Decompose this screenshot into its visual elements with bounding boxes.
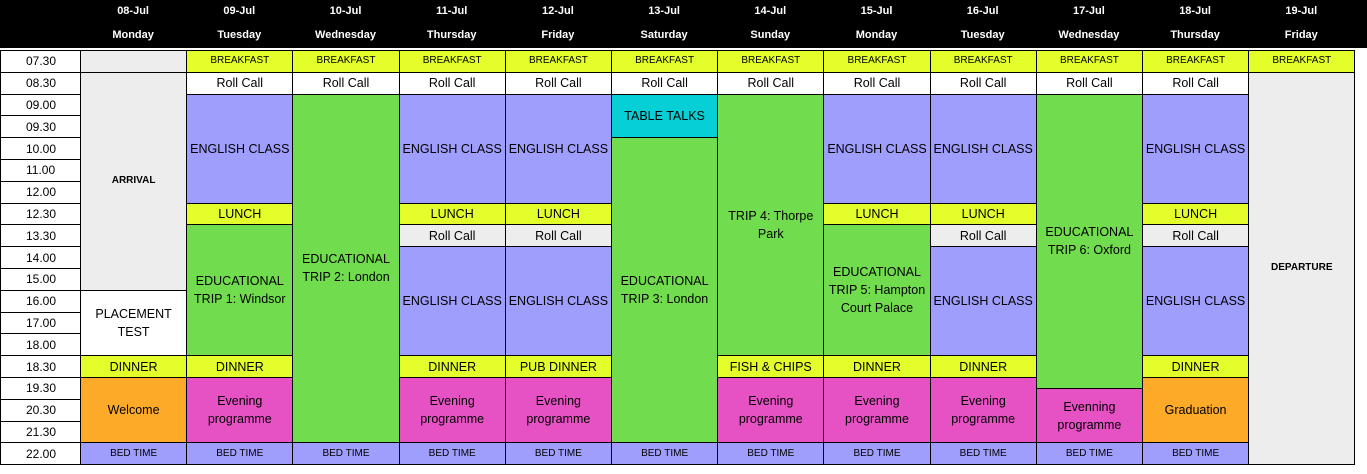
time-label: 12.30 xyxy=(0,203,81,226)
event-cell: BREAKFAST xyxy=(1036,50,1143,73)
header-date: 15-Jul xyxy=(860,5,893,17)
event-cell: ENGLISH CLASS xyxy=(823,94,930,204)
event-cell: EDUCATIONAL TRIP 3: London xyxy=(611,137,718,443)
event-cell: Roll Call xyxy=(399,224,506,247)
event-cell: Roll Call xyxy=(1142,224,1249,247)
time-label: 19.30 xyxy=(0,377,81,400)
event-cell: ENGLISH CLASS xyxy=(399,94,506,204)
time-label: 20.30 xyxy=(0,399,81,422)
header-date: 11-Jul xyxy=(436,5,468,17)
event-cell: Roll Call xyxy=(292,72,399,95)
header-weekday: Friday xyxy=(1284,29,1318,41)
header-date: 09-Jul xyxy=(223,5,256,17)
event-cell: ENGLISH CLASS xyxy=(505,94,612,204)
header-date: 08-Jul xyxy=(117,5,149,17)
time-label: 09.30 xyxy=(0,115,81,138)
event-cell: Roll Call xyxy=(823,72,930,95)
time-label: 18.00 xyxy=(0,333,81,356)
header-date: 17-Jul xyxy=(1072,5,1105,17)
event-cell: Evening programme xyxy=(930,377,1037,443)
time-label: 18.30 xyxy=(0,355,81,378)
event-cell: BED TIME xyxy=(80,442,187,465)
header-weekday: Wednesday xyxy=(1058,29,1120,41)
event-cell: DINNER xyxy=(1142,355,1249,378)
event-cell: BED TIME xyxy=(823,442,930,465)
event-cell: Welcome xyxy=(80,377,187,443)
time-label: 16.00 xyxy=(0,290,81,313)
event-cell: TRIP 4: Thorpe Park xyxy=(717,94,824,357)
event-cell: LUNCH xyxy=(186,203,293,226)
event-cell xyxy=(80,50,187,73)
header-date: 13-Jul xyxy=(648,5,680,17)
event-cell: Evening programme xyxy=(823,377,930,443)
event-cell: DINNER xyxy=(80,355,187,378)
header-weekday: Friday xyxy=(541,29,575,41)
event-cell: ENGLISH CLASS xyxy=(1142,246,1249,356)
event-cell: BED TIME xyxy=(930,442,1037,465)
time-label: 10.00 xyxy=(0,137,81,160)
event-cell: DINNER xyxy=(823,355,930,378)
event-cell: ENGLISH CLASS xyxy=(505,246,612,356)
event-cell: BREAKFAST xyxy=(717,50,824,73)
event-cell: EDUCATIONAL TRIP 5: Hampton Court Palace xyxy=(823,224,930,356)
header-date: 10-Jul xyxy=(329,5,362,17)
header-date: 19-Jul xyxy=(1285,5,1318,17)
event-cell: Roll Call xyxy=(186,72,293,95)
header-weekday: Thursday xyxy=(426,29,477,41)
event-cell: BREAKFAST xyxy=(1248,50,1355,73)
header-weekday: Monday xyxy=(855,29,898,41)
event-cell: BED TIME xyxy=(186,442,293,465)
event-cell: LUNCH xyxy=(1142,203,1249,226)
header-date: 14-Jul xyxy=(754,5,787,17)
event-cell: Graduation xyxy=(1142,377,1249,443)
event-cell: BREAKFAST xyxy=(930,50,1037,73)
event-cell: BREAKFAST xyxy=(292,50,399,73)
event-cell: BED TIME xyxy=(611,442,718,465)
event-cell: ARRIVAL xyxy=(80,72,187,291)
event-cell: Roll Call xyxy=(930,224,1037,247)
event-cell: ENGLISH CLASS xyxy=(930,94,1037,204)
event-cell: ENGLISH CLASS xyxy=(1142,94,1249,204)
event-cell: DINNER xyxy=(399,355,506,378)
event-cell: BREAKFAST xyxy=(399,50,506,73)
time-label: 08.30 xyxy=(0,72,81,95)
event-cell: Roll Call xyxy=(611,72,718,95)
event-cell: ENGLISH CLASS xyxy=(399,246,506,356)
header-weekday: Monday xyxy=(112,29,154,41)
event-cell: Evening programme xyxy=(717,377,824,443)
event-cell: Roll Call xyxy=(505,224,612,247)
time-label: 17.00 xyxy=(0,312,81,335)
time-label: 14.00 xyxy=(0,246,81,269)
event-cell: LUNCH xyxy=(823,203,930,226)
event-cell: EDUCATIONAL TRIP 6: Oxford xyxy=(1036,94,1143,389)
header-weekday: Thursday xyxy=(1170,29,1220,41)
time-label: 15.00 xyxy=(0,268,81,291)
event-cell: ENGLISH CLASS xyxy=(186,94,293,204)
event-cell: BREAKFAST xyxy=(611,50,718,73)
event-cell: BED TIME xyxy=(292,442,399,465)
event-cell: Evenning programme xyxy=(1036,388,1143,444)
event-cell: Evening programme xyxy=(505,377,612,443)
event-cell: BREAKFAST xyxy=(823,50,930,73)
time-label: 12.00 xyxy=(0,181,81,204)
time-label: 21.30 xyxy=(0,421,81,444)
header-date: 16-Jul xyxy=(966,5,999,17)
header-date: 12-Jul xyxy=(541,5,574,17)
event-cell: BED TIME xyxy=(399,442,506,465)
event-cell: TABLE TALKS xyxy=(611,94,718,139)
event-cell: Evening programme xyxy=(399,377,506,443)
event-cell: BED TIME xyxy=(1142,442,1249,465)
event-cell: DINNER xyxy=(930,355,1037,378)
header-weekday: Sunday xyxy=(750,29,791,41)
event-cell: LUNCH xyxy=(505,203,612,226)
header-date: 18-Jul xyxy=(1179,5,1211,17)
event-cell: Roll Call xyxy=(1036,72,1143,95)
event-cell: DINNER xyxy=(186,355,293,378)
event-cell: BED TIME xyxy=(717,442,824,465)
event-cell: EDUCATIONAL TRIP 2: London xyxy=(292,94,399,444)
time-label: 13.30 xyxy=(0,224,81,247)
event-cell: FISH & CHIPS xyxy=(717,355,824,378)
event-cell: BREAKFAST xyxy=(186,50,293,73)
event-cell: PLACEMENT TEST xyxy=(80,290,187,356)
event-cell: Roll Call xyxy=(399,72,506,95)
event-cell: Roll Call xyxy=(505,72,612,95)
event-cell: ENGLISH CLASS xyxy=(930,246,1037,356)
event-cell: Evening programme xyxy=(186,377,293,443)
event-cell: PUB DINNER xyxy=(505,355,612,378)
event-cell: LUNCH xyxy=(930,203,1037,226)
header-weekday: Tuesday xyxy=(960,29,1005,41)
event-cell: LUNCH xyxy=(399,203,506,226)
event-cell: EDUCATIONAL TRIP 1: Windsor xyxy=(186,224,293,356)
time-label: 07.30 xyxy=(0,50,81,73)
time-label: 09.00 xyxy=(0,94,81,117)
event-cell: Roll Call xyxy=(717,72,824,95)
event-cell: BED TIME xyxy=(505,442,612,465)
time-label: 22.00 xyxy=(0,442,81,465)
event-cell: BREAKFAST xyxy=(1142,50,1249,73)
time-label: 11.00 xyxy=(0,159,81,182)
event-cell: Roll Call xyxy=(930,72,1037,95)
event-cell: DEPARTURE xyxy=(1248,72,1355,465)
header-weekday: Tuesday xyxy=(217,29,262,41)
header-weekday: Saturday xyxy=(640,29,688,41)
event-cell: BED TIME xyxy=(1036,442,1143,465)
event-cell: BREAKFAST xyxy=(505,50,612,73)
event-cell: Roll Call xyxy=(1142,72,1249,95)
header-weekday: Wednesday xyxy=(315,29,376,41)
